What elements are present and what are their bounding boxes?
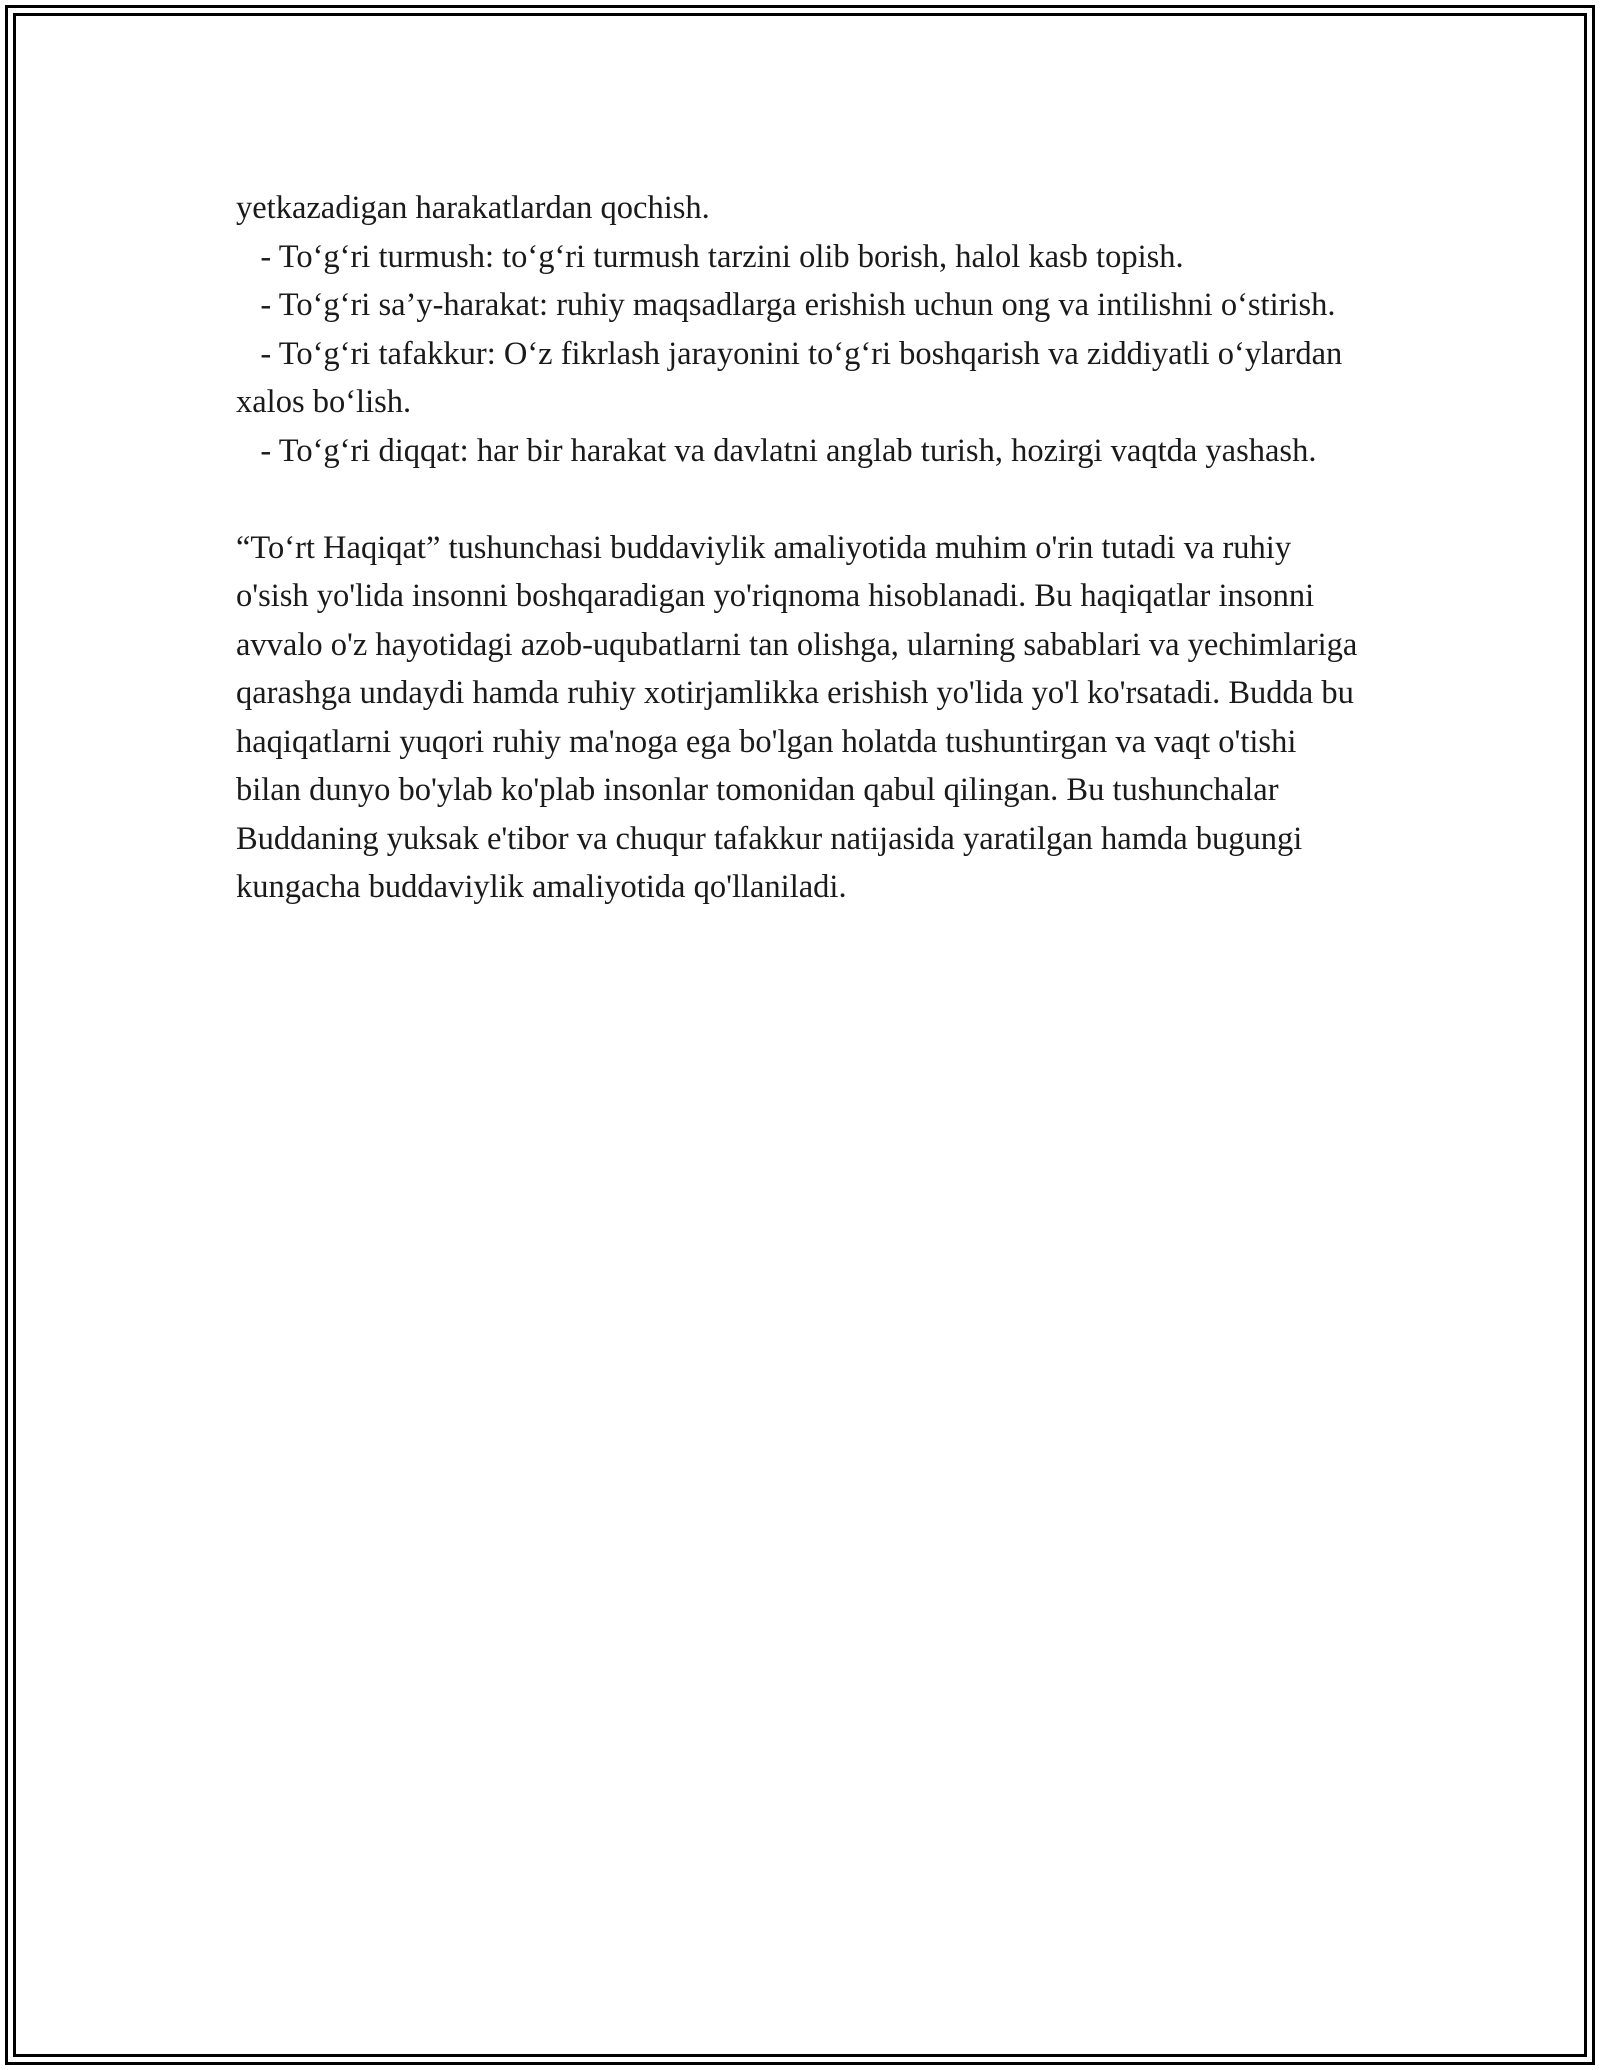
paragraph-gap [236, 475, 1366, 524]
list-item-continuation: yetkazadigan harakatlardan qochish. [236, 190, 710, 226]
document-body [236, 184, 1366, 912]
list-item-right-effort: - To‘g‘ri sa’y-harakat: ruhiy maqsadlarga erishish uchun ong va intilishni o‘stirish. [236, 287, 1336, 323]
closing-paragraph: “To‘rt Haqiqat” tushunchasi buddaviylik amaliyotida muhim o'rin tutadi va ruhiy o'sish yo'lida insonni boshqaradigan yo'riqnoma hisoblanadi. Bu haqiqatlar insonni avvalo o'z hayotidagi azob-uqubatlarni tan olishga, ularning sabablari va yechimlariga qarashga undaydi hamda ruhiy xotirjamlikka erishish yo'lida yo'l ko'rsatadi. Budda bu haqiqatlarni yuqori ruhiy ma'noga ega bo'lgan holatda tushuntirgan va vaqt o'tishi bilan dunyo bo'ylab ko'plab insonlar tomonidan qabul qilingan. Bu tushunchalar Buddaning yuksak e'tibor va chuqur tafakkur natijasida yaratilgan hamda bugungi kungacha buddaviylik amaliyotida qo'llaniladi. [236, 529, 1366, 905]
list-item-right-thinking: - To‘g‘ri tafakkur: O‘z fikrlash jarayonini to‘g‘ri boshqarish va ziddiyatli o‘ylardan xalos bo‘lish. [236, 335, 1351, 420]
list-item-right-attention: - To‘g‘ri diqqat: har bir harakat va davlatni anglab turish, hozirgi vaqtda yashash. [236, 432, 1317, 469]
list-item-right-livelihood: - To‘g‘ri turmush: to‘g‘ri turmush tarzini olib borish, halol kasb topish. [236, 238, 1184, 275]
